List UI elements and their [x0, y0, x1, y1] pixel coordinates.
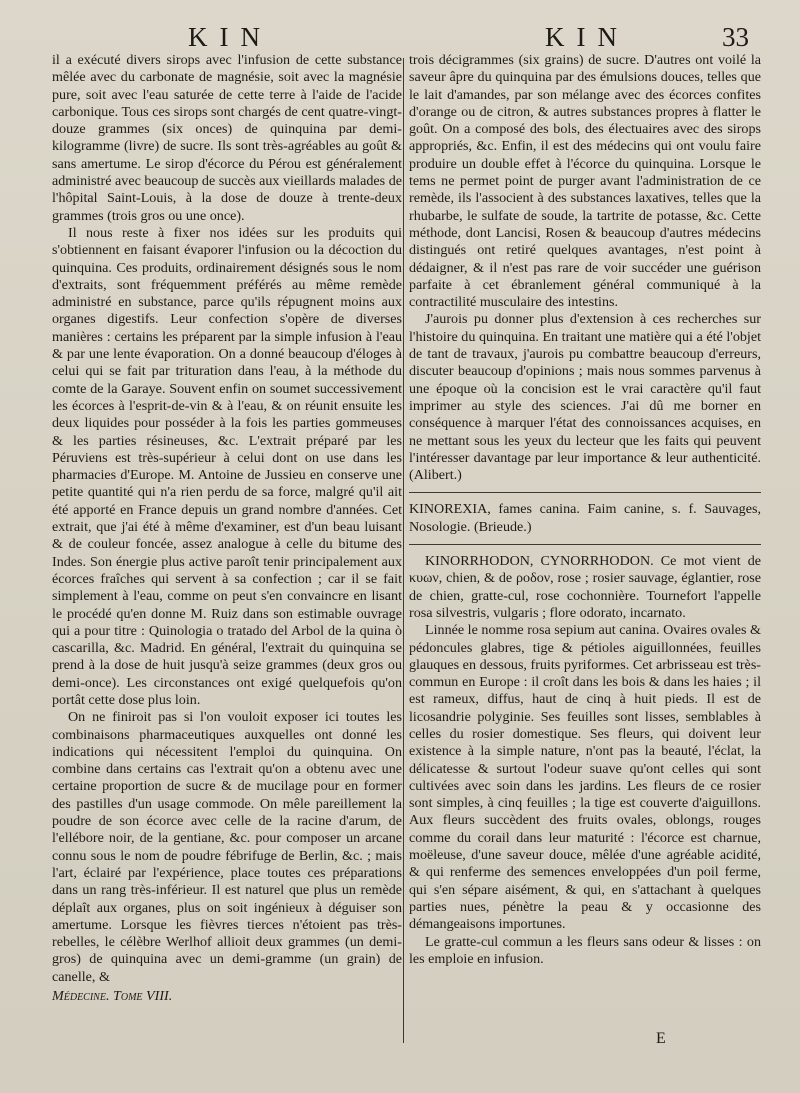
right-paragraph-3: Linnée le nomme rosa sepium aut canina. Ovaires ovales & pédoncules glabres, tige & pétioles aiguillonnées, feuilles glauques en dessous, fruits pyriformes. Cet arbrisseau est très-commun en Europe : il croît dans les bois & dans les haies ; il est rameux, diffus, haut de cinq à huit pieds. Il est de licosandrie polyginie. Ses feuilles sont lisses, semblables à celles du rosier domestique. Ses fleurs, qui doivent leur existence à la simple nature, n'ont pas la beauté, l'éclat, la délicatesse & surtout l'odeur suave qu'ont celles qui sont cultivées avec soin dans les jardins. Les fleurs de ce rosier sont simples, à cinq feuilles ; la tige est couverte d'aiguillons. Aux fleurs succèdent des fruits ovales, oblongs, rouges comme du corail dans leur maturité : l'écorce est charnue, moëleuse, d'une saveur douce, mêlée d'une agréable acidité, & qui renferme des semences enveloppées d'un poil ferme, qui s'en sépare aisément, & qui, en s'attachant à quelques parties nues, pénètre la peau & y occasionne des démangeaisons importunes. [409, 622, 761, 933]
entry-separator-1 [409, 492, 761, 493]
right-running-head: KIN [545, 22, 629, 52]
page-number: 33 [722, 22, 749, 52]
signature-mark: E [656, 1030, 666, 1047]
left-paragraph-3: On ne finiroit pas si l'on vouloit exposer ici toutes les combinaisons pharmaceutiques auxquelles ont donné les indications qui nécessitent l'emploi du quinquina. On combine dans certains cas l'extrait qu'on a obtenu avec une certaine proportion de sucre & de mucilage pour en former des pastilles d'un usage commode. On mêle pareillement la poudre de son écorce avec celle de la racine d'arum, de l'ellébore noir, de la gentiane, &c. pour composer un arcane connu sous le nom de poudre fébrifuge de Berlin, &c. ; mais l'art, éclairé par l'expérience, place toutes ces préparations dans un rang très-inférieur. Il est naturel que plus un remède déplaît aux organes, plus on soit ingénieux à déguiser son amertume. Lorsque les fièvres tierces n'étoient pas très-rebelles, le célèbre Werlhof allioit deux grammes (un demi-gros) de quinquina avec un demi-gramme (un grain) de canelle, & [52, 709, 402, 985]
right-column [409, 52, 761, 968]
volume-footer [52, 988, 402, 1005]
running-header [0, 22, 800, 56]
right-paragraph-1: trois décigrammes (six grains) de sucre. D'autres ont voilé la saveur âpre du quinquina par des émulsions douces, telles que le lait d'amandes, par son mélange avec des écorces confites d'orange ou de citron, & autres substances propres à flatter le goût. On a composé des bols, des électuaires avec des sirops appropriés, &c. Enfin, il est des médecins qui ont voulu faire produire un double effet à l'écorce du quinquina. Lorsque le tems ne permet point de purger avant l'administration de ce remède, ils l'associent à des substances laxatives, telles que la rhubarbe, le sulfate de soude, la tartrite de potasse, &c. Cette méthode, dont Lancisi, Rosen & beaucoup d'autres médecins distingués ont retiré quelques avantages, n'est point à dédaigner, & il n'est pas rare de voir succéder une guérison parfaite à cet ébranlement général communiqué à la contractilité musculaire des intestins. [409, 52, 761, 311]
right-paragraph-4: Le gratte-cul commun a les fleurs sans odeur & lisses : on les emploie en infusion. [409, 933, 761, 967]
left-paragraph-1: il a exécuté divers sirops avec l'infusion de cette substance mêlée avec du carbonate de magnésie, soit avec la magnésie pure, soit avec l'eau saturée de cette terre à l'aide de l'acide carbonique. Tous ces sirops sont chargés de cent quatre-vingt-douze grammes (six onces) de quinquina par demi-kilogramme (livre) de sucre. Ils sont très-agréables au goût & sans amertume. Le sirop d'écorce du Pérou est généralement administré avec beaucoup de succès aux vieillards malades de l'hôpital Saint-Louis, à la dose de douze à trente-deux grammes (trois gros ou une once). [52, 52, 402, 224]
left-running-head: KIN [188, 22, 272, 52]
left-column [52, 52, 402, 1005]
column-divider [403, 58, 404, 1043]
volume-footer-text: Médecine. Tome VIII. [52, 988, 173, 1005]
entry-separator-2 [409, 544, 761, 545]
entry-kinorrhodon: KINORRHODON, CYNORRHODON. Ce mot vient de κυων, chien, & de ροδον, rose ; rosier sauvage, églantier, rose de chien, gratte-cul, rose cochonnière. Tournefort l'appelle rosa silvestris, vulgaris ; flore odorato, incarnato. [409, 553, 761, 621]
left-paragraph-2: Il nous reste à fixer nos idées sur les produits qui s'obtiennent en faisant évaporer l'infusion ou la décoction du quinquina. Ces produits, ordinairement désignés sous le nom d'extraits, sont fréquemment préférés au même remède administré en substance, parce qu'ils répugnent moins aux organes digestifs. Leur confection s'opère de diverses manières : certains les préparent par la simple infusion à l'eau & par une lente évaporation. On a donné beaucoup d'éloges à celui qui se fait par trituration dans l'eau, à la méthode du comte de la Garaye. Souvent enfin on soumet successivement les écorces à l'esprit-de-vin & à l'eau, & on réunit ensuite les deux liquides pour posséder à la fois les parties gommeuses & les parties résineuses, &c. L'extrait préparé par les Péruviens est très-supérieur à celui dont on use dans les pharmacies d'Europe. M. Antoine de Jussieu en conserve une petite quantité qui n'a rien perdu de sa force, malgré qu'il ait été apporté en France depuis un grand nombre d'années. Cet extrait, que j'ai été à même d'examiner, est d'un beau luisant & de couleur foncée, assez analogue à celle du bitume des Indes. Son énergie plus active paroît tenir principalement aux écorces fraîches qui servent à sa confection ; car il se fait simplement à l'eau, comme on peut s'en convaincre en lisant le procédé qu'en donne M. Ruiz dans son estimable ouvrage qui a pour titre : Quinologia o tratado del Arbol de la quina ò cascarilla, &c. Madrid. En général, l'extrait du quinquina se prend à la dose de huit jusqu'à seize grammes (deux gros ou demi-once). Les circonstances ont exigé quelquefois qu'on portât cette dose plus loin. [52, 224, 402, 708]
entry-kinorexia: KINOREXIA, fames canina. Faim canine, s. f. Sauvages, Nosologie. (Brieude.) [409, 501, 761, 535]
right-paragraph-2: J'aurois pu donner plus d'extension à ces recherches sur l'histoire du quinquina. En traitant une matière qui a été l'objet de tant de travaux, j'aurois pu combattre beaucoup d'erreurs, discuter beaucoup d'opinions ; mais nous sommes parvenus à une époque où la concision est le vrai caractère qu'il faut imprimer au style des sciences. J'ai dû me borner en conséquence à marquer l'état des connoissances acquises, en ne mettant sous les yeux du lecteur que les faits qui peuvent l'intéresser davantage par leur importance & leur authenticité. (Alibert.) [409, 311, 761, 484]
